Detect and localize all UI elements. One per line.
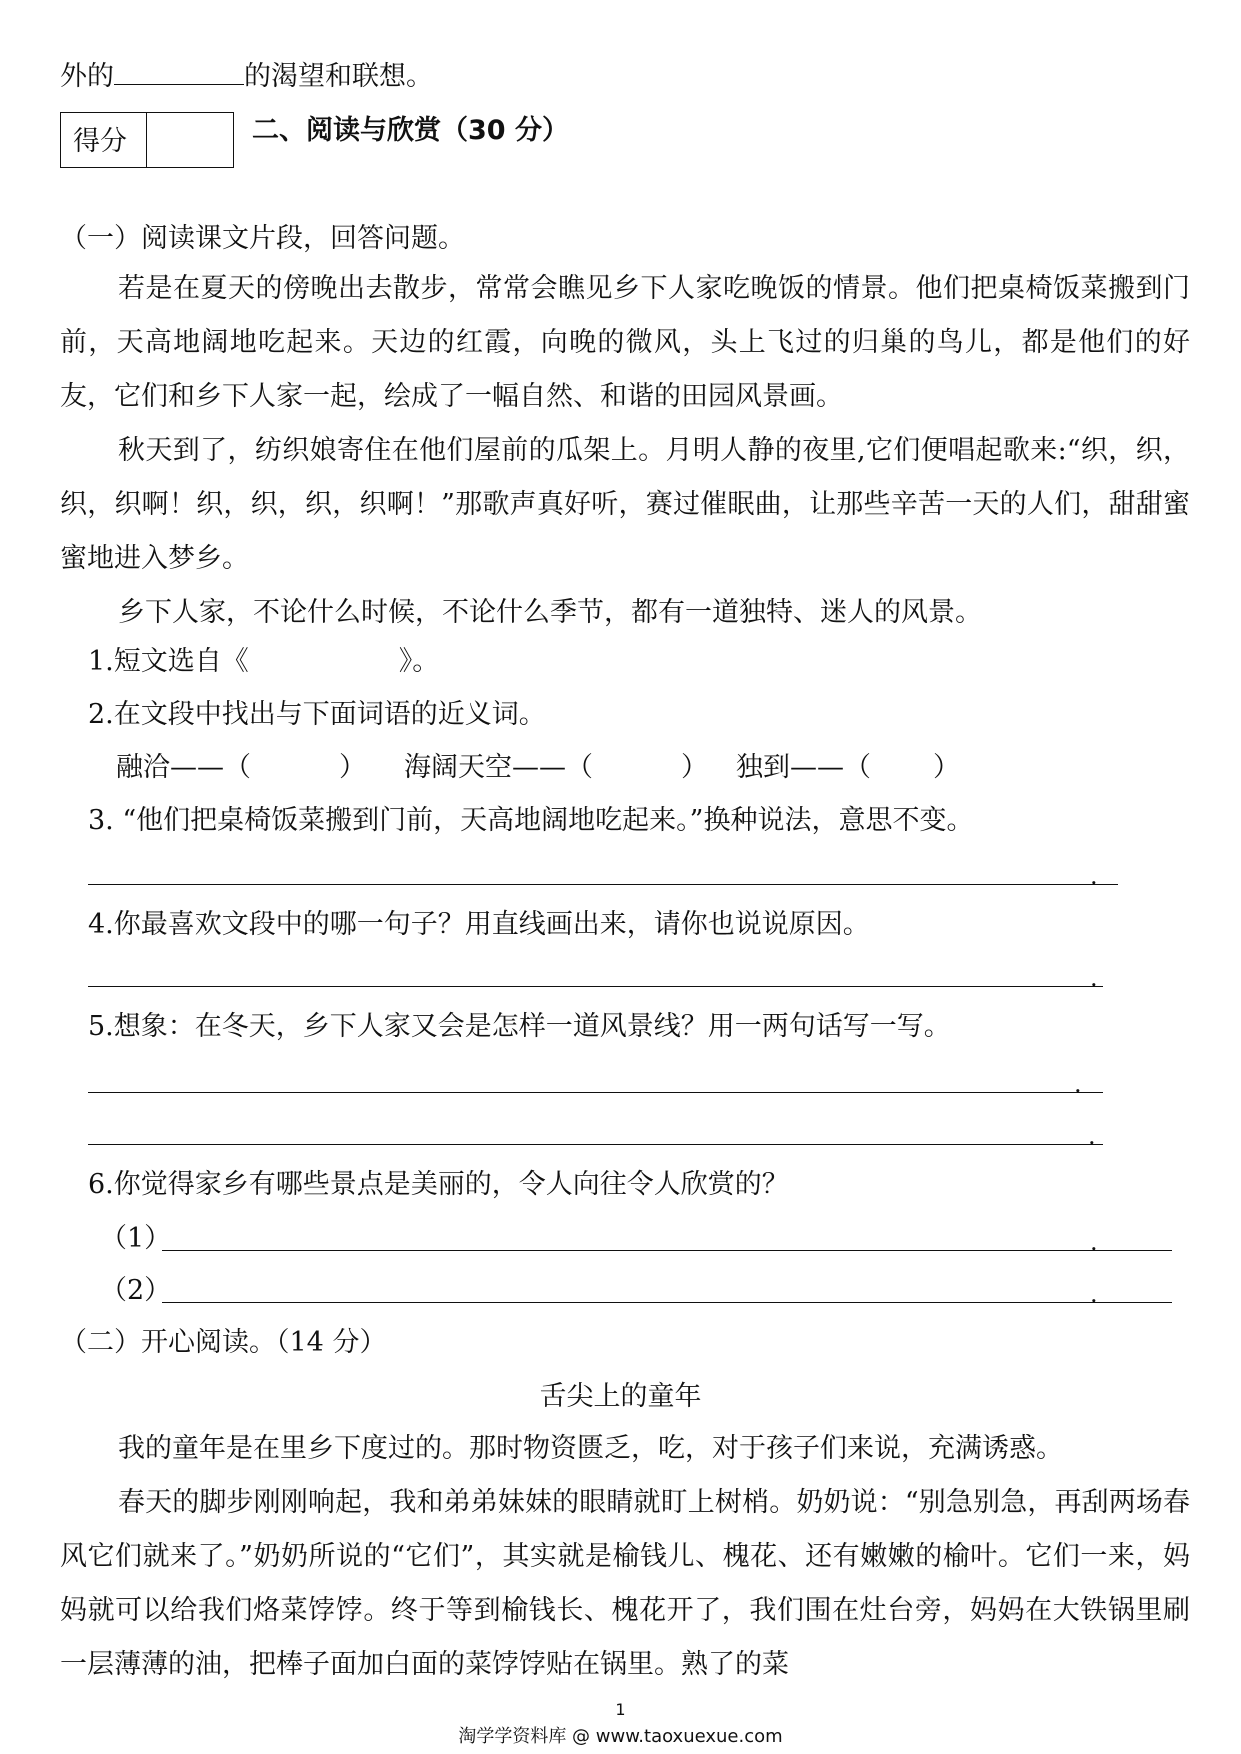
answer-line-period: . — [1090, 964, 1098, 992]
answer-line-period: . — [1090, 1228, 1098, 1256]
synonym-1-label: 融洽——（ — [116, 752, 251, 783]
page-number: 1 — [615, 1700, 626, 1719]
answer-line[interactable] — [88, 1092, 1103, 1093]
question-3: 3. “他们把桌椅饭菜搬到门前，天高地阔地吃起来。”换种说法，意思不变。 — [88, 805, 974, 836]
answer-line-period: . — [1090, 862, 1098, 890]
question-2: 2.在文段中找出与下面词语的近义词。 — [88, 699, 546, 730]
synonym-2-label: 海阔天空——（ — [404, 752, 593, 783]
question-2-items — [116, 751, 960, 785]
score-label: 得分 — [61, 113, 147, 167]
question-1-after: 》。 — [398, 646, 440, 677]
footer-source: 淘学学资料库 @ www.taoxuexue.com — [458, 1726, 783, 1747]
part1-heading: （一）阅读课文片段，回答问题。 — [60, 223, 465, 254]
synonym-3-label: 独到——（ — [736, 752, 871, 783]
answer-line[interactable] — [88, 884, 1118, 885]
question-4: 4.你最喜欢文段中的哪一句子？用直线画出来，请你也说说原因。 — [88, 909, 870, 940]
synonym-3-close: ） — [933, 752, 960, 783]
question-6: 6.你觉得家乡有哪些景点是美丽的，令人向往令人欣赏的？ — [88, 1169, 789, 1200]
top-line-after: 的渴望和联想。 — [244, 61, 433, 92]
answer-line-period: . — [1088, 1122, 1096, 1150]
answer-line-period: . — [1074, 1070, 1082, 1098]
question-1 — [88, 645, 439, 679]
top-continuation-line — [60, 56, 433, 94]
synonym-2-close: ） — [681, 752, 708, 783]
synonym-1-close: ） — [339, 752, 366, 783]
article-title: 舌尖上的童年 — [539, 1381, 702, 1412]
question-6-item-2-label: （2） — [100, 1275, 172, 1306]
score-box — [60, 112, 234, 168]
part2-heading: （二）开心阅读。（14 分） — [60, 1327, 387, 1358]
answer-blank[interactable] — [114, 56, 244, 85]
answer-line[interactable] — [162, 1302, 1172, 1303]
answer-line-period: . — [1090, 1280, 1098, 1308]
passage-paragraph-3: 乡下人家，不论什么时候，不论什么季节，都有一道独特、迷人的风景。 — [118, 597, 982, 628]
passage-paragraph-1: 若是在夏天的傍晚出去散步，常常会瞧见乡下人家吃晚饭的情景。他们把桌椅饭菜搬到门前，天高地阔地吃起来。天边的红霞，向晚的微风，头上飞过的归巢的鸟儿，都是他们的好友，它们和乡下人家一起，绘成了一幅自然、和谐的田园风景画。 — [60, 273, 1190, 412]
answer-line[interactable] — [88, 986, 1103, 987]
article-paragraph-2: 春天的脚步刚刚响起，我和弟弟妹妹的眼睛就盯上树梢。奶奶说：“别急别急，再刮两场春风它们就来了。”奶奶所说的“它们”，其实就是榆钱儿、槐花、还有嫩嫩的榆叶。它们一来，妈妈就可以给我们烙菜饽饽。终于等到榆钱长、槐花开了，我们围在灶台旁，妈妈在大铁锅里刷一层薄薄的油，把棒子面加白面的菜饽饽贴在锅里。熟了的菜 — [60, 1487, 1190, 1680]
answer-line[interactable] — [162, 1250, 1172, 1251]
score-value-cell[interactable] — [147, 113, 233, 167]
passage-paragraph-2: 秋天到了，纺织娘寄住在他们屋前的瓜架上。月明人静的夜里,它们便唱起歌来:“织，织，织，织啊！织，织，织，织啊！”那歌声真好听，赛过催眠曲，让那些辛苦一天的人们，甜甜蜜蜜地进入梦乡。 — [60, 435, 1190, 574]
question-6-item-1-label: （1） — [100, 1223, 172, 1254]
question-1-before: 1.短文选自《 — [88, 646, 249, 677]
section-title: 二、阅读与欣赏（30 分） — [252, 115, 569, 146]
question-5: 5.想象：在冬天，乡下人家又会是怎样一道风景线？用一两句话写一写。 — [88, 1011, 951, 1042]
answer-line[interactable] — [88, 1144, 1103, 1145]
article-paragraph-1: 我的童年是在里乡下度过的。那时物资匮乏，吃，对于孩子们来说，充满诱惑。 — [118, 1433, 1063, 1464]
top-line-before: 外的 — [60, 61, 114, 92]
